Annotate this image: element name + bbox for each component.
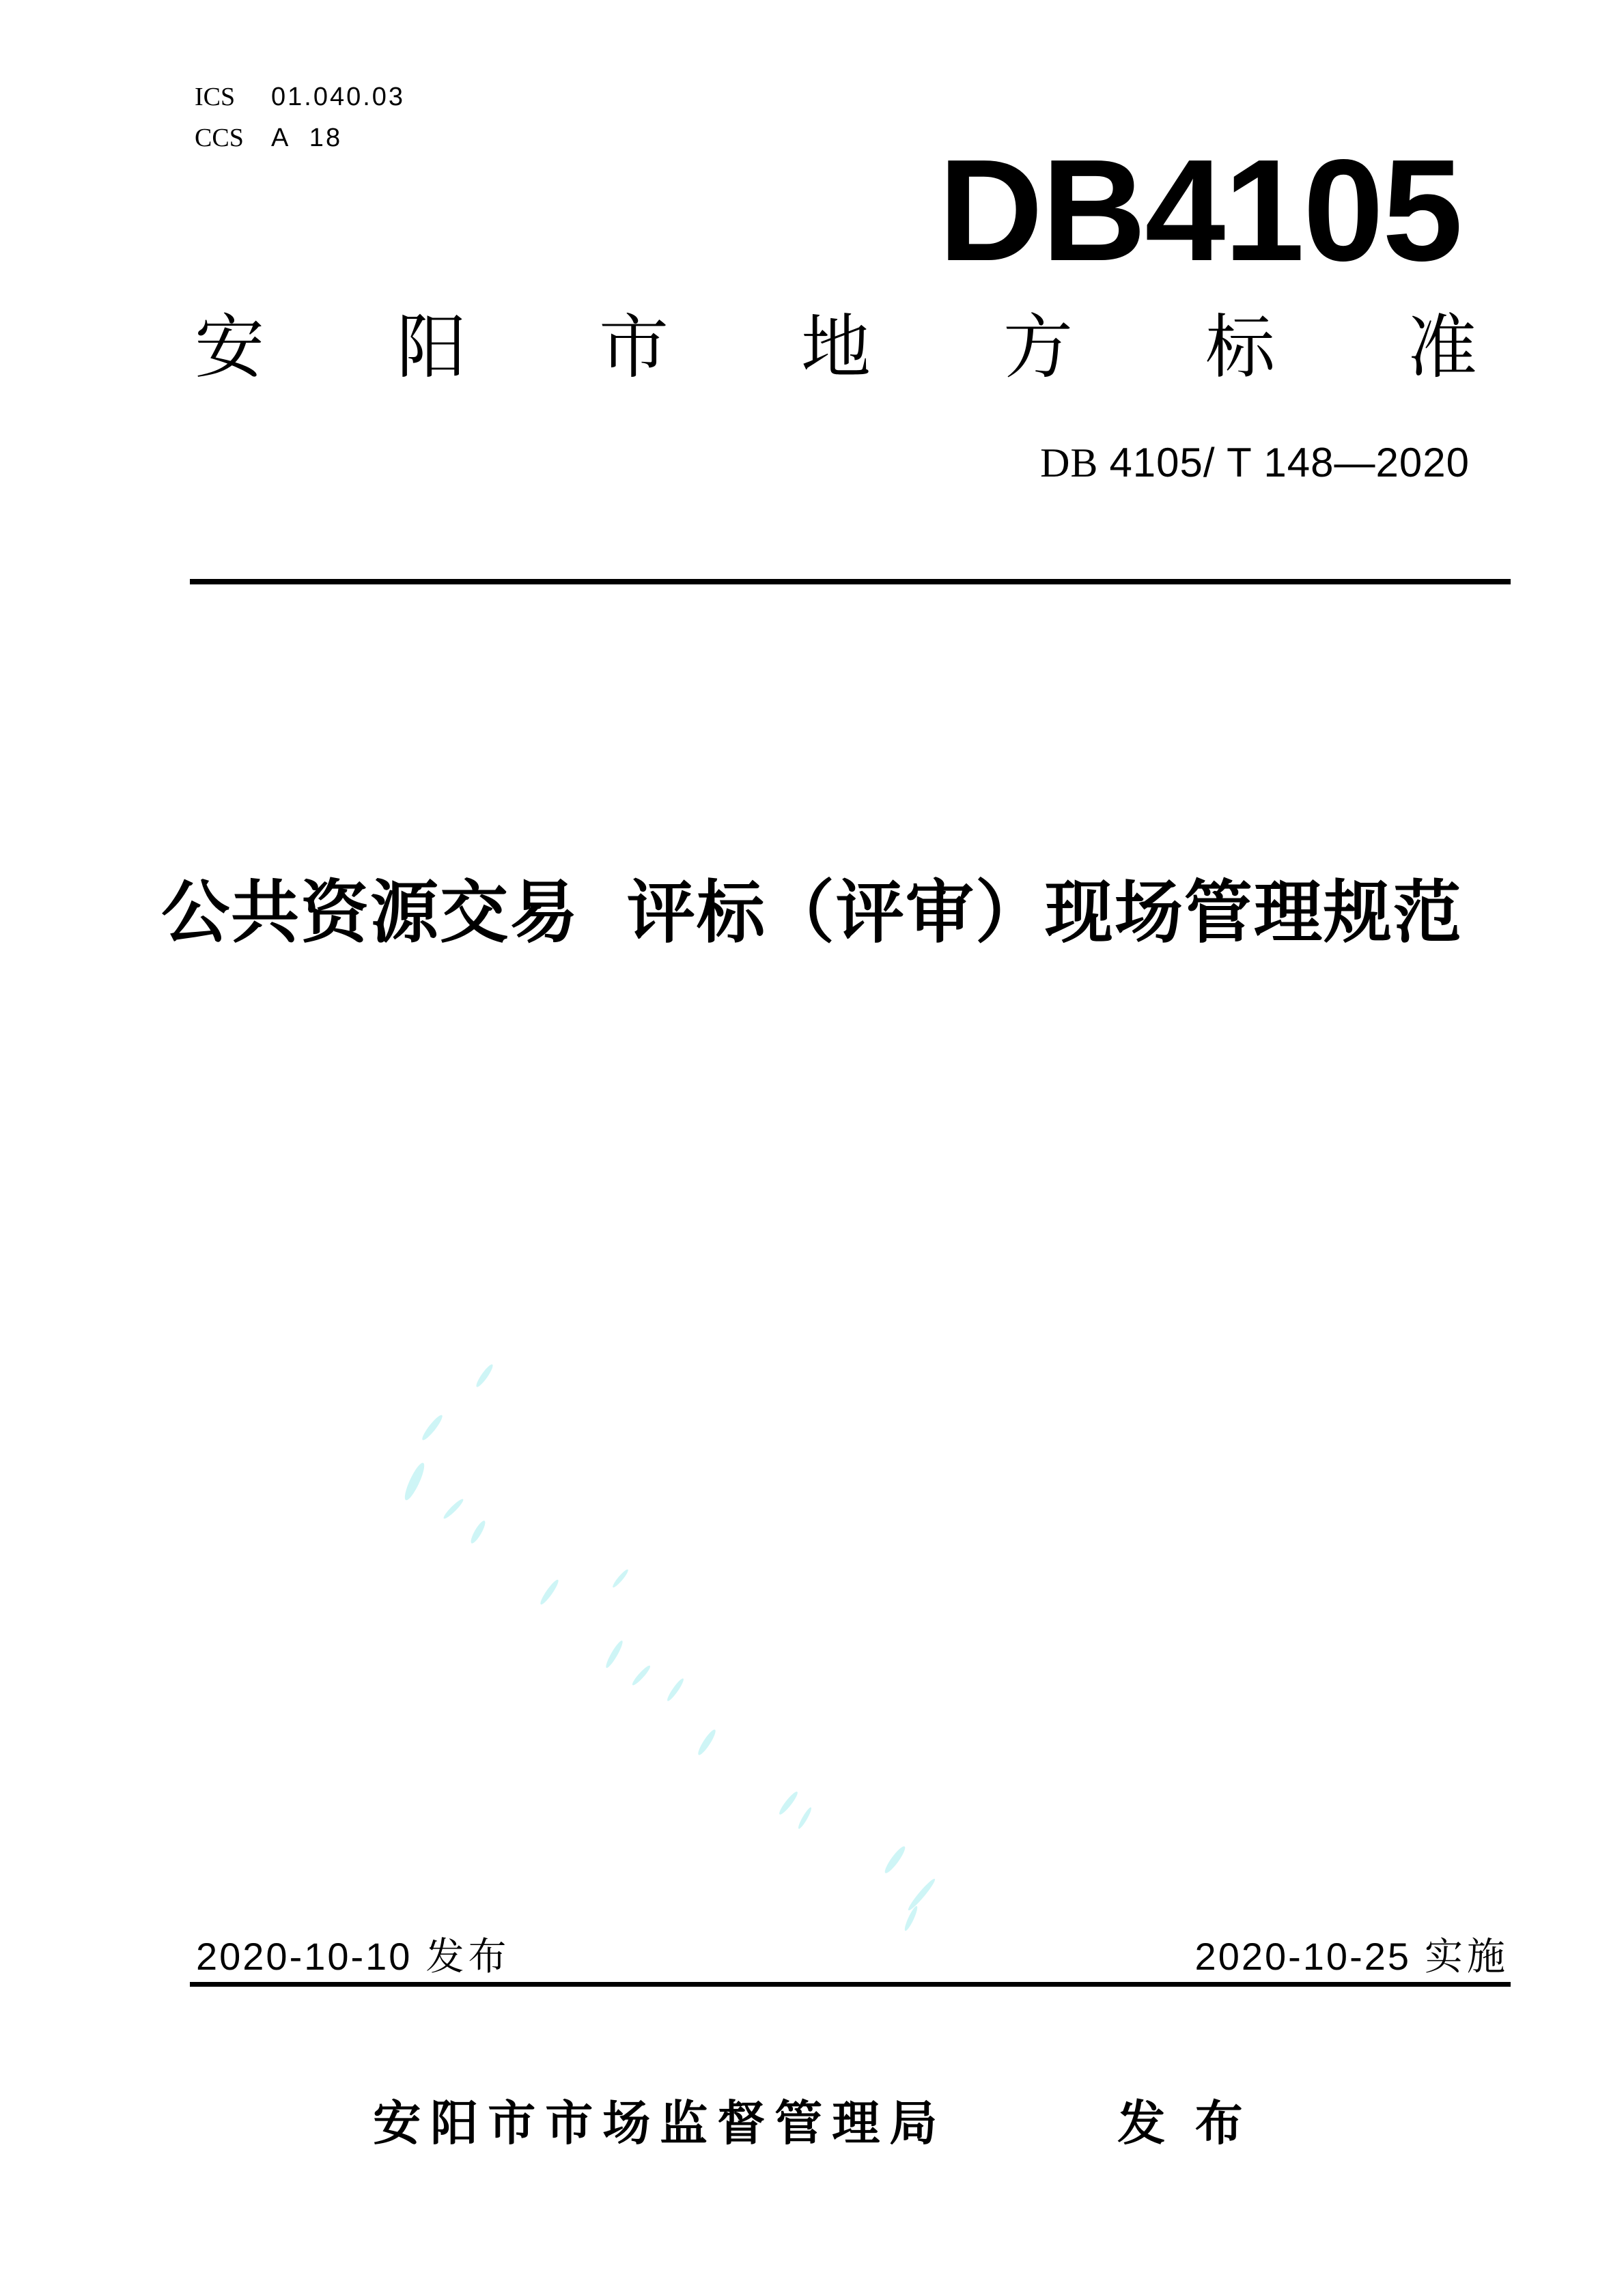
watermark-artifact [665,1677,685,1702]
db-code: DB4105 [938,129,1461,291]
issue-date-label: 发布 [425,1935,511,1978]
footer-rule [190,1982,1511,1987]
ics-value: 01.040.03 [271,83,406,111]
dates-row [196,1935,1509,1978]
implement-date-label: 实施 [1425,1935,1509,1978]
standard-name-char: 地 [801,310,871,387]
publisher-row [0,2097,1624,2150]
classification-codes [195,76,405,158]
watermark-artifact [474,1363,494,1389]
standard-name-char: 阳 [397,310,466,387]
watermark-artifact [906,1877,937,1912]
standard-name-char: 方 [1003,310,1073,387]
standard-name-char: 标 [1205,310,1275,387]
header-rule [190,579,1511,584]
ics-label: ICS [195,83,236,111]
watermark-artifact [882,1844,908,1875]
standard-name-char: 准 [1408,310,1477,387]
implement-date [1194,1935,1509,1978]
watermark-artifact [538,1578,561,1606]
ics-row [195,76,405,117]
standard-category-name [195,309,1477,388]
watermark-artifact [696,1728,718,1757]
ccs-label: CCS [195,124,244,152]
standard-number-prefix: DB [1040,440,1099,485]
watermark-artifact [777,1790,800,1817]
watermark-artifact [630,1664,652,1687]
standard-number-rest: 4105/ T 148—2020 [1109,440,1470,485]
issue-date [196,1935,511,1978]
issue-date-value: 2020-10-10 [196,1935,412,1978]
ccs-value: A 18 [271,124,343,152]
publisher-action-label: 发 布 [1117,2097,1251,2150]
implement-date-value: 2020-10-25 [1194,1935,1411,1978]
watermark-artifact [420,1413,445,1442]
watermark-artifact [442,1497,465,1520]
page-title: 公共资源交易 评标（评审）现场管理规范 [161,875,1463,951]
publisher-name: 安阳市市场监督管理局 [373,2097,947,2150]
watermark-artifact [611,1568,630,1589]
standard-name-char: 市 [599,310,669,387]
ccs-row [195,117,405,158]
watermark-artifact [402,1461,428,1502]
watermark-artifact [468,1519,488,1545]
standard-number [1040,442,1470,483]
standard-name-char: 安 [195,310,264,387]
watermark-artifact [604,1639,625,1669]
watermark-artifact [796,1806,813,1830]
